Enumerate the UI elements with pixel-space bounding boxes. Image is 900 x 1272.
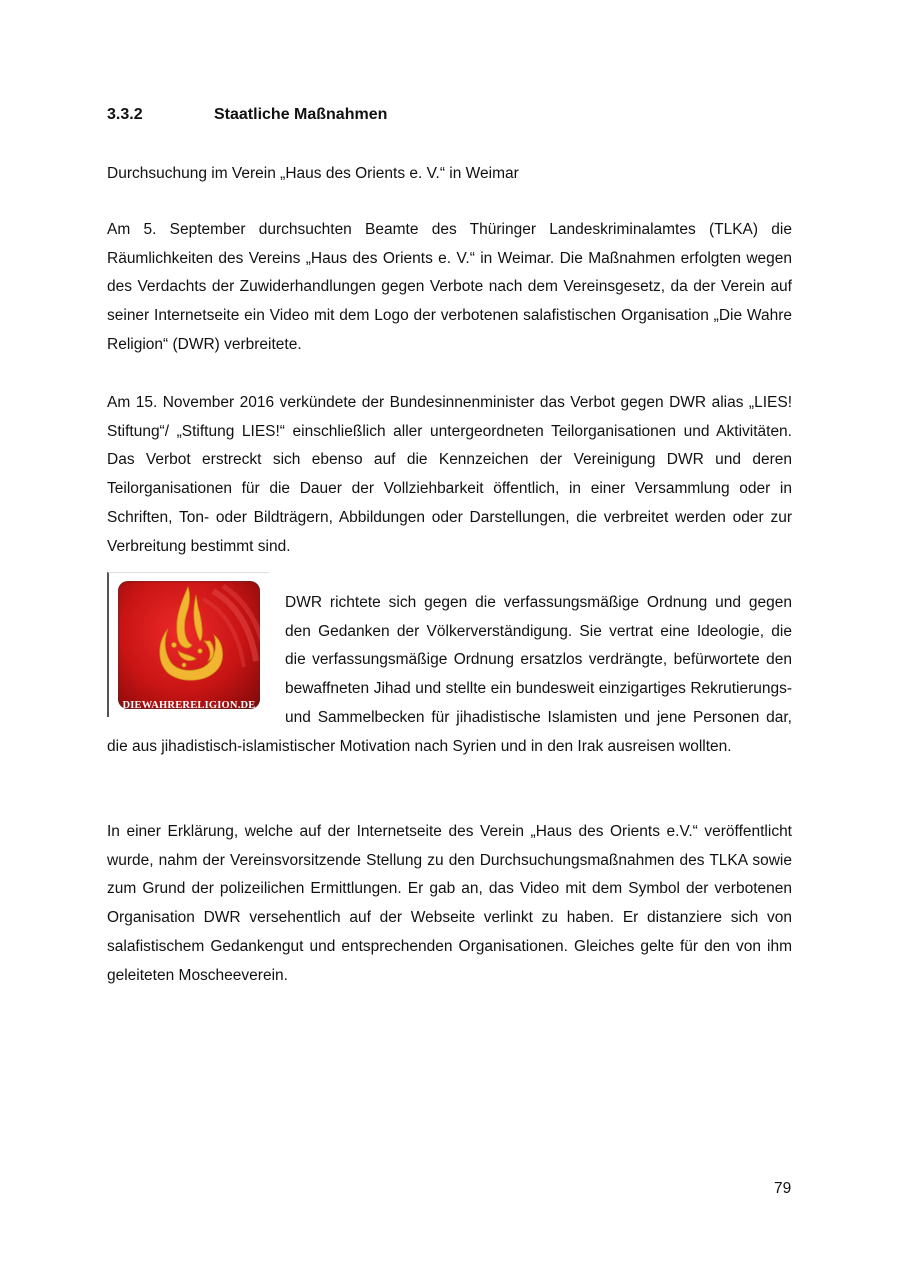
calligraphy-logo-icon	[118, 581, 260, 709]
paragraph-search: Am 5. September durchsuchten Beamte des Thüringer Landeskriminalamtes (TLKA) die Räumlichkeiten des Vereins „Haus des Orients e. V.“ in Weimar. Die Maßnahmen erfolgten wegen des Verdachts der Zuwiderhandlungen gegen Verbote nach dem Vereinsgesetz, da der Verein auf seiner Internetseite ein Video mit dem Logo der verbotenen salafistischen Organisation „Die Wahre Religion“ (DWR) verbreitete.	[107, 221, 792, 353]
dwr-logo-figure	[107, 572, 269, 717]
section-heading	[107, 106, 387, 124]
paragraph-dwr-text: DWR richtete sich gegen die verfassungsmäßige Ordnung und gegen den Gedanken der Völkerverständigung. Sie vertrat eine Ideologie, die die verfassungsmäßige Ordnung ersatzlos verdrängte, befürwortete den bewaffneten Jihad und stellte ein bundesweit einzigartiges Rekrutierungs- und Sammelbecken für jihadistische Islamisten und jene Personen dar, die aus jihadistisch-islamistischer Motivation nach Syrien und in den Irak ausreisen wollten.	[107, 594, 792, 755]
section-number: 3.3.2	[107, 106, 143, 123]
section-title: Staatliche Maßnahmen	[214, 106, 388, 123]
subtitle-paragraph: Durchsuchung im Verein „Haus des Orients e. V.“ in Weimar	[107, 165, 519, 182]
paragraph-dwr	[107, 589, 792, 761]
paragraph-statement: In einer Erklärung, welche auf der Internetseite des Verein „Haus des Orients e.V.“ veröffentlicht wurde, nahm der Vereinsvorsitzende Stellung zu den Durchsuchungsmaßnahmen des TLKA sowie zum Grund der polizeilichen Ermittlungen. Er gab an, das Video mit dem Symbol der verbotenen Organisation DWR versehentlich auf der Webseite verlinkt zu haben. Er distanziere sich von salafistischem Gedankengut und entsprechenden Organisationen. Gleiches gelte für den von ihm geleiteten Moscheeverein.	[107, 823, 792, 984]
dwr-logo	[118, 581, 260, 709]
logo-caption: DIEWAHRERELIGION.DE	[122, 700, 256, 709]
page-number: 79	[774, 1180, 792, 1197]
paragraph-ban: Am 15. November 2016 verkündete der Bundesinnenminister das Verbot gegen DWR alias „LIES! Stiftung“/ „Stiftung LIES!“ einschließlich aller untergeordneten Teilorganisationen und Aktivitäten. Das Verbot erstreckt sich ebenso auf die Kennzeichen der Vereinigung DWR und deren Teilorganisationen für die Dauer der Vollziehbarkeit öffentlich, in einer Versammlung oder in Schriften, Ton- oder Bildträgern, Abbildungen oder Darstellungen, die verbreitet werden oder zur Verbreitung bestimmt sind.	[107, 394, 792, 555]
